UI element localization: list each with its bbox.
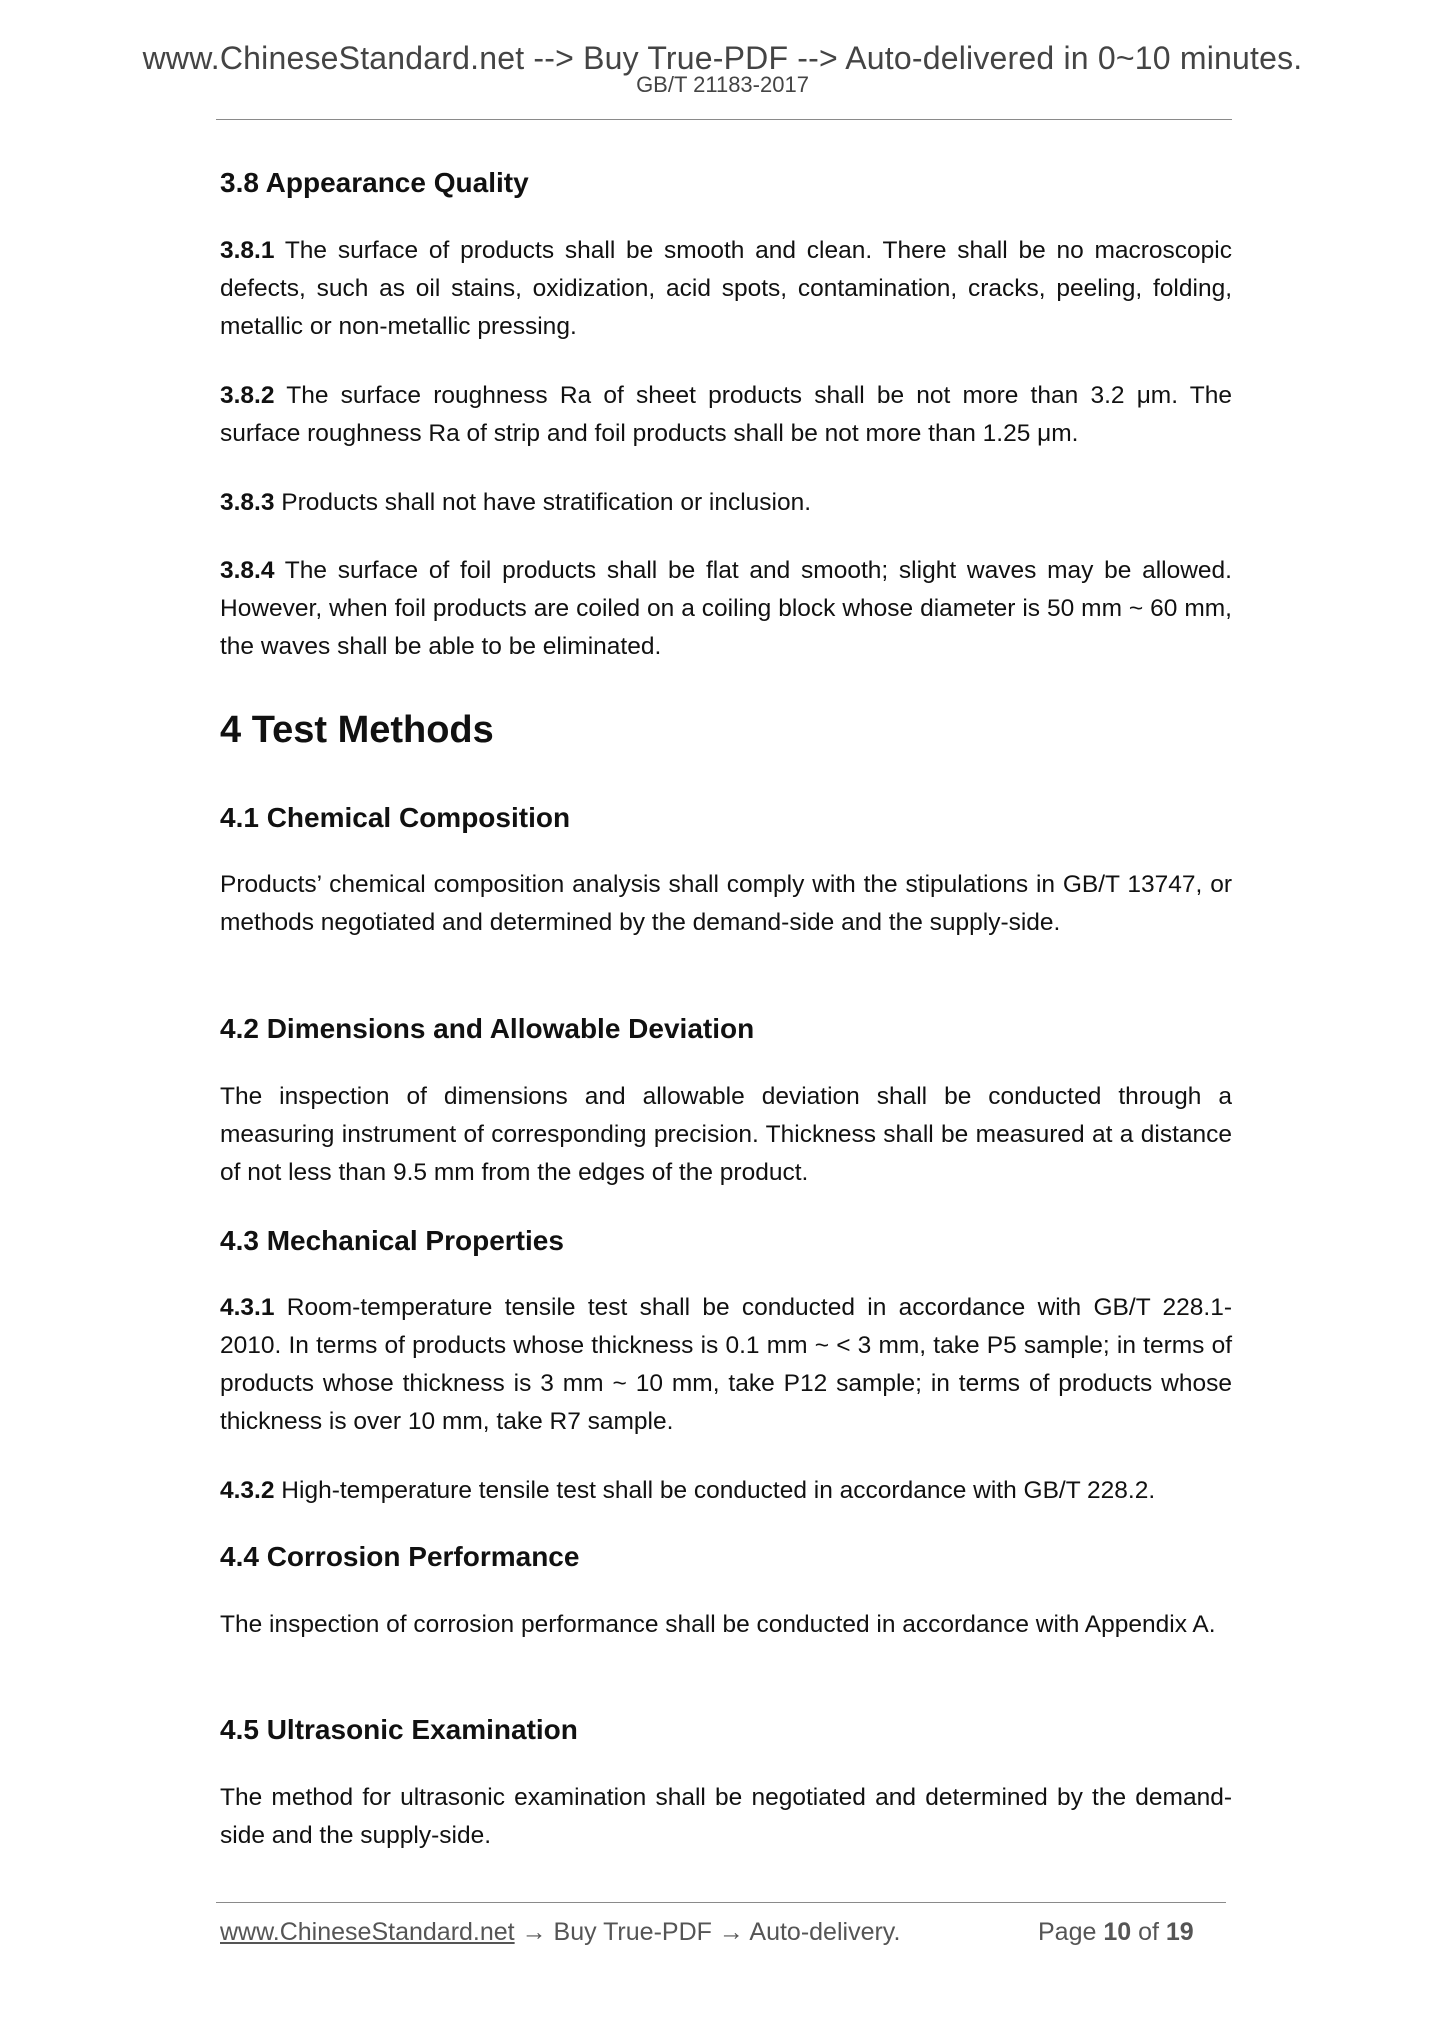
standard-code: GB/T 21183-2017: [636, 72, 809, 97]
section-3-8-heading: 3.8 Appearance Quality: [220, 167, 529, 198]
clause-number: 3.8.4: [220, 557, 275, 584]
footer-divider: [216, 1902, 1226, 1903]
section-4-5-heading: 4.5 Ultrasonic Examination: [220, 1714, 578, 1745]
section-4-3-heading: 4.3 Mechanical Properties: [220, 1225, 564, 1256]
clause-text: High-temperature tensile test shall be conducted in accordance with GB/T 228.2.: [274, 1477, 1156, 1504]
site-link[interactable]: www.ChineseStandard.net: [220, 1918, 515, 1946]
clause-number: 4.3.1: [220, 1294, 275, 1321]
clause-3-8-2: [220, 377, 1232, 453]
clause-text: Products shall not have stratification or inclusion.: [274, 489, 812, 516]
section-4-1-heading: 4.1 Chemical Composition: [220, 802, 571, 833]
clause-text: The surface of products shall be smooth and clean. There shall be no macroscopic defects, such as oil stains, oxidization, acid spots, contamination, cracks, peeling, folding, metallic or non-metallic pressing.: [220, 237, 1232, 340]
section-4-1-text: Products’ chemical composition analysis shall comply with the stipulations in GB/T 13747, or methods negotiated and determined by the demand-side and the supply-side.: [220, 871, 1232, 936]
section-4-4-text: The inspection of corrosion performance shall be conducted in accordance with Appendix A.: [220, 1611, 1216, 1638]
clause-text: The surface roughness Ra of sheet products shall be not more than 3.2 μm. The surface roughness Ra of strip and foil products shall be not more than 1.25 μm.: [220, 382, 1232, 447]
section-4-2-text: The inspection of dimensions and allowable deviation shall be conducted through a measuring instrument of corresponding precision. Thickness shall be measured at a distance of not less than 9.5 mm from the edges of the product.: [220, 1083, 1232, 1186]
section-4-heading: 4 Test Methods: [220, 709, 494, 751]
section-4-2-heading: 4.2 Dimensions and Allowable Deviation: [220, 1013, 755, 1044]
page-indicator: [1038, 1918, 1194, 1947]
clause-4-3-1: [220, 1289, 1232, 1441]
section-4-4-heading: 4.4 Corrosion Performance: [220, 1541, 580, 1572]
clause-3-8-3: [220, 484, 1232, 522]
header-divider: [216, 119, 1232, 120]
clause-3-8-1: [220, 232, 1232, 346]
clause-number: 3.8.3: [220, 489, 275, 516]
footer-tagline: → Buy True-PDF → Auto-delivery.: [514, 1918, 901, 1946]
section-4-5-text: The method for ultrasonic examination shall be negotiated and determined by the demand-side and the supply-side.: [220, 1784, 1232, 1849]
clause-number: 3.8.1: [220, 237, 275, 264]
clause-text: Room-temperature tensile test shall be conducted in accordance with GB/T 228.1-2010. In terms of products whose thickness is 0.1 mm ~ < 3 mm, take P5 sample; in terms of products whose thickness is 3 mm ~ 10 mm, take P12 sample; in terms of products whose thickness is over 10 mm, take R7 sample.: [220, 1294, 1232, 1435]
clause-4-3-2: [220, 1472, 1232, 1510]
page-of: of: [1131, 1918, 1166, 1946]
clause-number: 4.3.2: [220, 1477, 275, 1504]
clause-number: 3.8.2: [220, 382, 275, 409]
page-current: 10: [1103, 1918, 1132, 1946]
footer-link-line: [220, 1918, 900, 1947]
page-total: 19: [1165, 1918, 1194, 1946]
clause-3-8-4: [220, 552, 1232, 666]
clause-text: The surface of foil products shall be flat and smooth; slight waves may be allowed. However, when foil products are coiled on a coiling block whose diameter is 50 mm ~ 60 mm, the waves shall be able to be eliminated.: [220, 557, 1232, 660]
page-label: Page: [1038, 1918, 1104, 1946]
site-banner: www.ChineseStandard.net --> Buy True-PDF --> Auto-delivered in 0~10 minutes.: [142, 40, 1303, 76]
